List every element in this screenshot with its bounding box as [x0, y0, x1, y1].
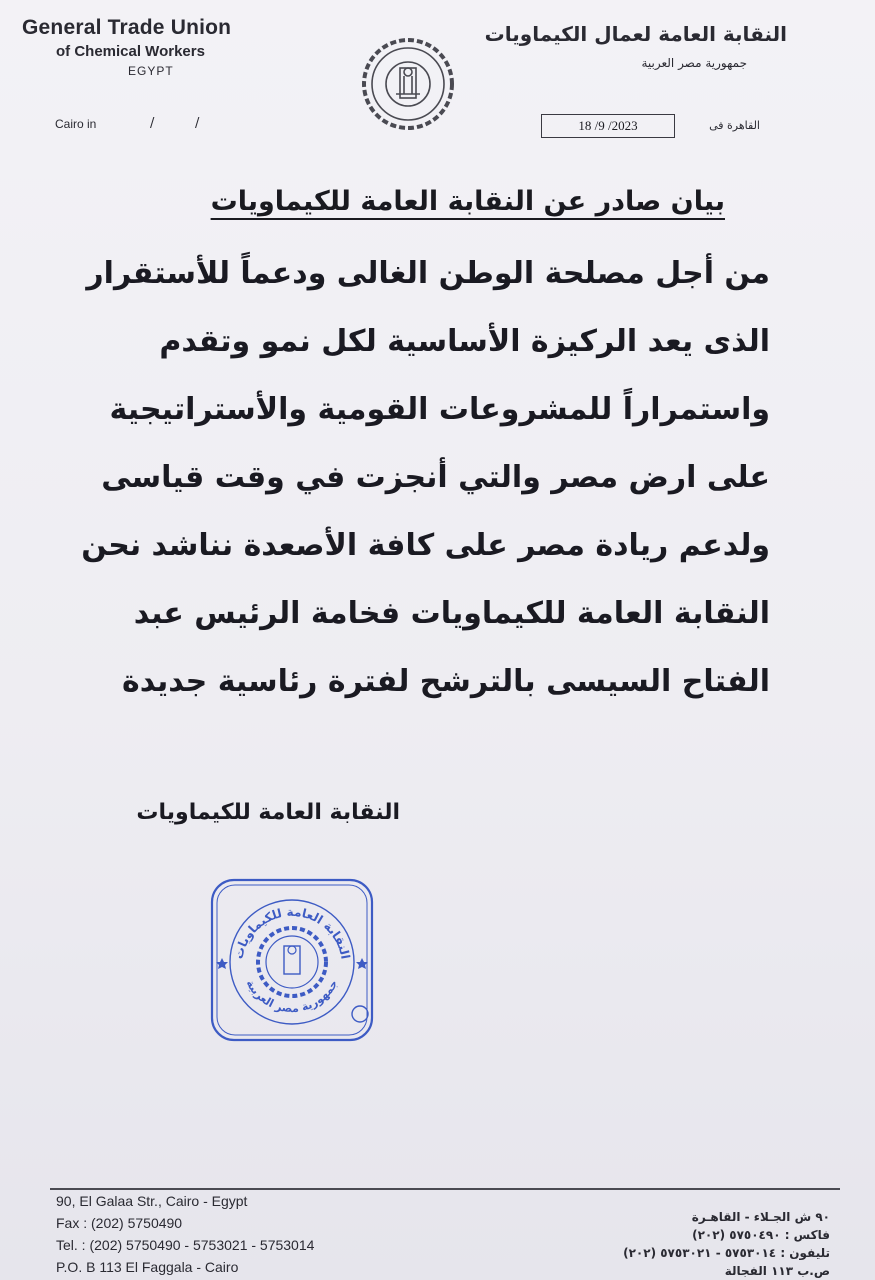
date-label: القاهرة فى: [709, 119, 760, 132]
statement-line: ولدعم ريادة مصر على كافة الأصعدة نناشد نحن: [81, 528, 770, 563]
footer-ar-fax: فاكس : ٥٧٥٠٤٩٠ (٢٠٢): [692, 1228, 830, 1242]
date-value: 18 /9 /2023: [541, 114, 675, 138]
statement-line: من أجل مصلحة الوطن الغالى ودعماً للأستقرار: [86, 256, 770, 291]
footer-en-tel: Tel. : (202) 5750490 - 5753021 - 5753014: [56, 1237, 315, 1253]
union-stamp-icon: [208, 876, 376, 1044]
cairo-in-label: Cairo in: [55, 117, 97, 131]
footer-en-pob: P.O. B 113 El Faggala - Cairo: [56, 1259, 239, 1275]
footer-divider: [50, 1188, 840, 1190]
footer-ar-address: ٩٠ ش الجـلاء - القاهـرة: [691, 1210, 830, 1224]
footer-ar-pob: ص.ب ١١٣ الفجالة: [724, 1264, 830, 1278]
statement-title: بيان صادر عن النقابة العامة للكيماويات: [210, 186, 725, 217]
date-slash: /: [150, 116, 155, 131]
svg-text:جمهورية مصر العربية: [244, 978, 341, 1016]
signature-block: النقابة العامة للكيماويات: [136, 800, 400, 825]
footer-en-fax: Fax : (202) 5750490: [56, 1215, 183, 1231]
letterhead-ar-country: جمهورية مصر العربية: [641, 56, 747, 70]
date-slash: /: [195, 116, 200, 131]
statement-line: النقابة العامة للكيماويات فخامة الرئيس عبد: [133, 596, 770, 631]
statement-line: الذى يعد الركيزة الأساسية لكل نمو وتقدم: [159, 324, 770, 359]
statement-line: على ارض مصر والتي أنجزت في وقت قياسى: [101, 460, 770, 495]
statement-line: الفتاح السيسى بالترشح لفترة رئاسية جديدة: [122, 664, 770, 699]
stamp-bottom-text: جمهورية مصر العربية: [243, 977, 341, 1016]
footer-ar-tel: تليفون : ٥٧٥٣٠١٤ - ٥٧٥٣٠٢١ (٢٠٢): [623, 1246, 830, 1260]
letterhead-en-title: General Trade Union: [22, 16, 232, 39]
statement-line: واستمراراً للمشروعات القومية والأستراتيجية: [109, 392, 770, 427]
footer-en-address: 90, El Galaa Str., Cairo - Egypt: [56, 1193, 248, 1209]
union-logo-icon: [352, 36, 464, 132]
letterhead-en-subtitle: of Chemical Workers: [56, 43, 205, 60]
letterhead-ar-title: النقابة العامة لعمال الكيماويات: [484, 22, 787, 46]
letterhead-en-country: EGYPT: [128, 64, 174, 78]
svg-text:النقابة العامة للكيماويات: [231, 905, 352, 960]
stamp-top-text: النقابة العامة للكيماويات: [231, 904, 353, 961]
